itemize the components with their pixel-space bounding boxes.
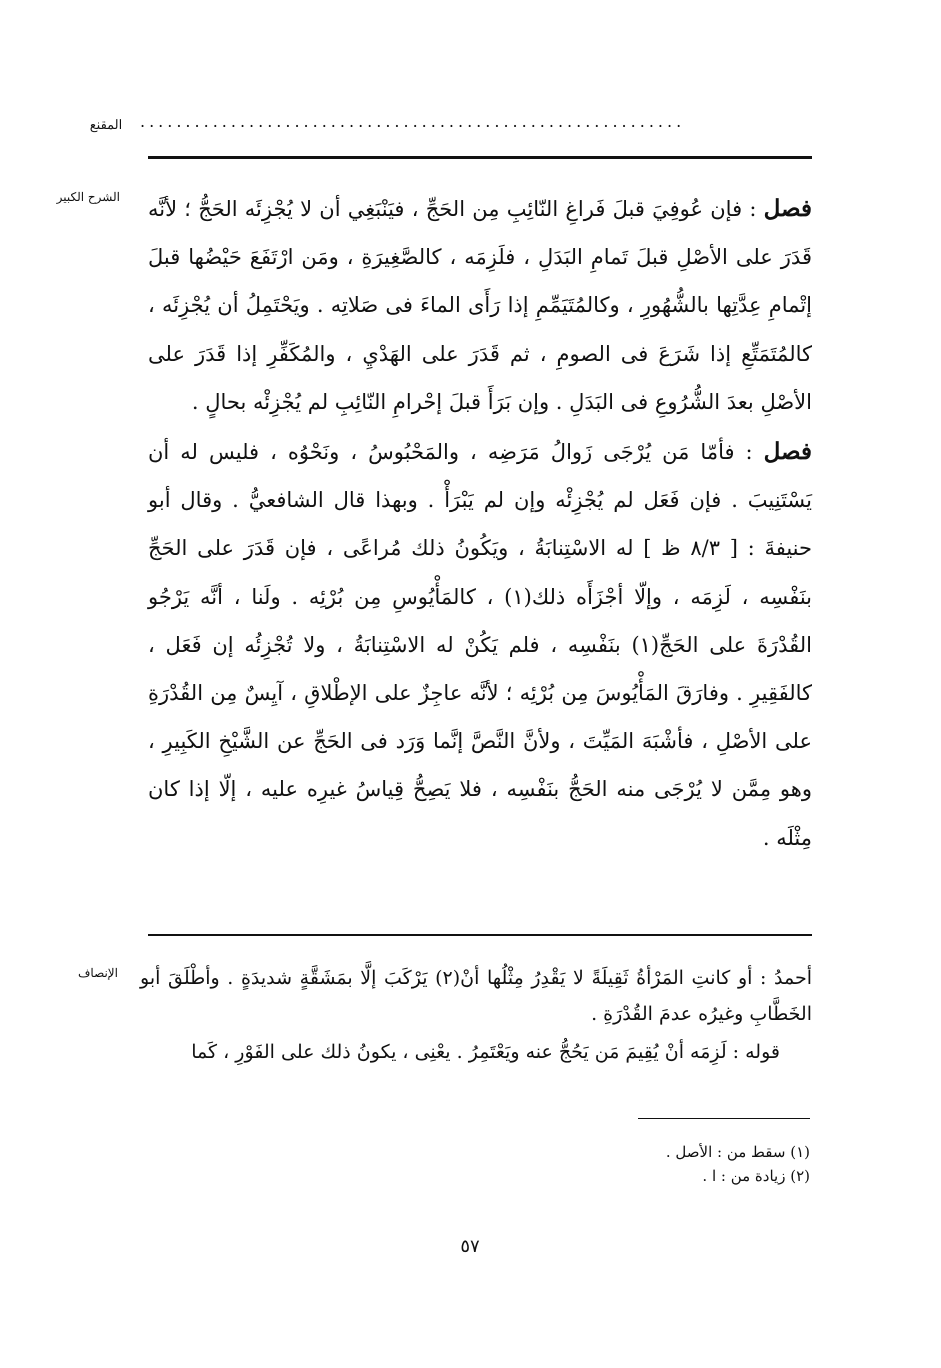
paragraph-text: : فأمّا مَن يُرْجَى زَوالُ مَرَضِه ، والمَحْبُوسُ ، ونَحْوُه ، فليس له أن يَسْتَنِيبَ . فإن فَعَل لم يُجْزِئْه وإن لم يَبْرَأْ . وبهذا قال الشافعيُّ . وقال أبو حنيفةَ : [ ٨/٣ ظ ] له الاسْتِنابَةُ ، ويَكُونُ ذلك مُراعًى ، فإن قَدَرَ على الحَجِّ بنَفْسِه ، لَزِمَه ، وإلّا أجْزَأَه ذلك(١) ، كالمَأْيُوسِ مِن بُرْئِه . ولَنا ، أنَّه يَرْجُو القُدْرَةَ على الحَجِّ(١) بنَفْسِه ، فلم يَكُنْ له الاسْتِنابَةُ ، ولا تُجْزِئُه إن فَعَل ، كالفَقِيرِ . وفارَقَ المَأْيُوسَ مِن بُرْئِه ؛ لأنَّه عاجِزٌ على الإطْلاقِ ، آيِسٌ مِن القُدْرَةِ على الأصْلِ ، فأشْبَهَ المَيِّتَ ، ولأنَّ النَّصَّ إنَّما وَرَد فى الحَجِّ عن الشَّيْخِ الكَبِيرِ ، وهو مِمَّن لا يُرْجَى منه الحَجُّ بنَفْسِه ، فلا يَصِحُّ قِياسُ غيرِه عليه ، إلّا إذا كان مِثْلَه .	[148, 440, 812, 850]
insaf-body	[140, 960, 812, 1070]
header-divider	[148, 156, 812, 159]
sharh-paragraph-2	[148, 428, 812, 862]
insaf-paragraph-2: قوله : لَزِمَه أنْ يُقِيمَ مَن يَحُجُّ عنه ويَعْتَمِرُ . يعْنِى ، يكونُ ذلك على الفَوْرِ ، كَما	[191, 1041, 780, 1063]
footnotes	[470, 1140, 810, 1188]
section-keyword: فصل	[763, 438, 812, 466]
insaf-paragraph-1: أحمدُ : أو كانتِ المَرْأةُ ثَقِيلَةً لا يَقْدِرُ مِثْلُها أنْ(٢) يَرْكَبَ إلَّا بمَشَقَّةٍ شديدَةٍ . وأطْلَقَ أبو الخَطَّابِ وغيرُه عدمَ القُدْرَةِ .	[140, 967, 812, 1025]
footnote-2: (٢) زيادة من : ا .	[702, 1167, 810, 1185]
sharh-paragraph-1	[148, 185, 812, 426]
margin-label-insaf: الإنصاف	[77, 966, 118, 980]
footnote-divider	[638, 1118, 810, 1119]
footnote-1: (١) سقط من : الأصل .	[665, 1143, 810, 1161]
header-dotted-leader: ............................................................	[140, 112, 686, 131]
section-keyword: فصل	[763, 195, 812, 222]
section-divider	[148, 934, 812, 936]
margin-label-sharh: الشرح الكبير	[56, 190, 120, 204]
paragraph-text: : فإن عُوفِيَ قبلَ فَراغِ النّائِبِ مِن الحَجِّ ، فيَنْبَغِي أن لا يُجْزِئَه الحَجُّ ؛ لأنَّه قَدَرَ على الأصْلِ قبلَ تَمامِ البَدَلِ ، فلَزِمَه ، كالصَّغِيرَةِ ، ومَن ارْتَفَعَ حَيْضُها قبلَ إتْمامِ عِدَّتِها بالشُّهُورِ ، وكالمُتَيَمِّمِ إذا رَأَى الماءَ فى صَلاتِه . ويَحْتَمِلُ أن يُجْزِئَه ، كالمُتَمَتِّعِ إذا شَرَعَ فى الصومِ ، ثم قَدَرَ على الهَدْيِ ، والمُكَفِّرِ إذا قَدَرَ على الأصْلِ بعدَ الشُّرُوعِ فى البَدَلِ . وإن بَرَأَ قبلَ إحْرامِ النّائِبِ لم يُجْزِئْه بحالٍ .	[148, 197, 812, 414]
header-title: المقنع	[89, 118, 123, 133]
page-number: ٥٧	[460, 1236, 480, 1257]
sharh-body	[148, 185, 812, 862]
